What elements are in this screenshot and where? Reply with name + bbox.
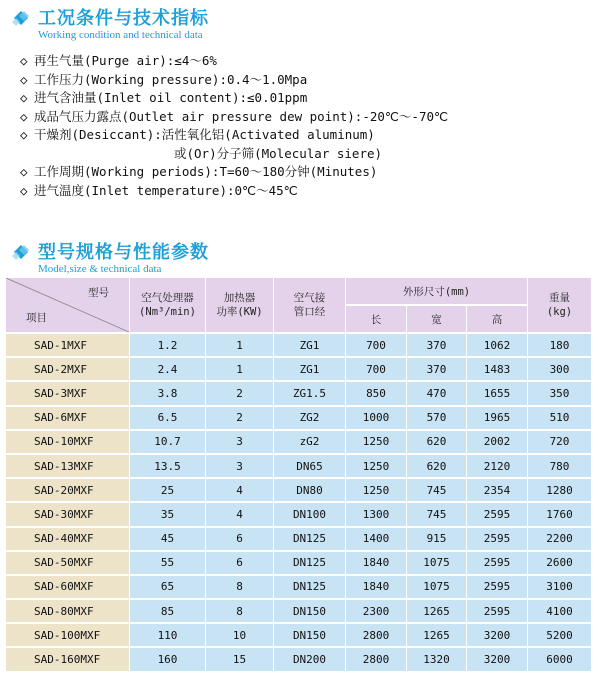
spec-item: ◇ 工作压力(Working pressure):0.4～1.0Mpa (20, 71, 590, 90)
cell-air-port: DN200 (274, 648, 346, 672)
table-row (6, 382, 592, 406)
diamond-bullet-icon (10, 7, 32, 29)
cell-height: 2595 (467, 600, 528, 624)
cell-weight: 2200 (528, 528, 592, 552)
cell-heater-power: 2 (206, 382, 274, 406)
cell-height: 2595 (467, 528, 528, 552)
table-row (6, 600, 592, 624)
cell-width: 570 (407, 407, 467, 431)
cell-length: 1400 (346, 528, 407, 552)
cell-model: SAD-40MXF (6, 528, 130, 552)
header-model-item (6, 278, 130, 334)
cell-heater-power: 1 (206, 334, 274, 358)
cell-width: 620 (407, 455, 467, 479)
cell-heater-power: 6 (206, 528, 274, 552)
cell-width: 1075 (407, 576, 467, 600)
cell-length: 2300 (346, 600, 407, 624)
spec-item: ◇ 进气含油量(Inlet oil content):≤0.01ppm (20, 89, 590, 108)
cell-air-port: DN150 (274, 624, 346, 648)
table-row (6, 358, 592, 382)
cell-air-port: DN125 (274, 576, 346, 600)
cell-air-capacity: 85 (130, 600, 206, 624)
spec-item: ◇ 工作周期(Working periods):T=60～180分钟(Minutes) (20, 163, 590, 182)
cell-heater-power: 2 (206, 407, 274, 431)
cell-length: 1000 (346, 407, 407, 431)
diamond-bullet-icon (10, 241, 32, 263)
table-row (6, 479, 592, 503)
cell-model: SAD-3MXF (6, 382, 130, 406)
spec-item: ◇ 进气温度(Inlet temperature):0℃～45℃ (20, 182, 590, 201)
hollow-diamond-icon: ◇ (20, 71, 28, 87)
cell-air-port: DN100 (274, 503, 346, 527)
cell-weight: 780 (528, 455, 592, 479)
cell-weight: 1760 (528, 503, 592, 527)
table-row (6, 503, 592, 527)
cell-model: SAD-2MXF (6, 358, 130, 382)
table-row (6, 648, 592, 672)
cell-air-capacity: 2.4 (130, 358, 206, 382)
cell-model: SAD-160MXF (6, 648, 130, 672)
cell-length: 700 (346, 334, 407, 358)
cell-length: 2800 (346, 648, 407, 672)
cell-height: 1655 (467, 382, 528, 406)
header-width: 宽 (407, 306, 467, 334)
spec-item-continuation: 或(Or)分子筛(Molecular siere) (174, 145, 383, 161)
table-row (6, 528, 592, 552)
cell-model: SAD-80MXF (6, 600, 130, 624)
cell-air-port: DN65 (274, 455, 346, 479)
cell-width: 1320 (407, 648, 467, 672)
cell-height: 3200 (467, 624, 528, 648)
cell-air-capacity: 13.5 (130, 455, 206, 479)
cell-heater-power: 10 (206, 624, 274, 648)
cell-air-capacity: 10.7 (130, 431, 206, 455)
cell-model: SAD-1MXF (6, 334, 130, 358)
cell-model: SAD-30MXF (6, 503, 130, 527)
cell-width: 470 (407, 382, 467, 406)
cell-width: 745 (407, 479, 467, 503)
cell-heater-power: 8 (206, 576, 274, 600)
cell-height: 2354 (467, 479, 528, 503)
table-row (6, 624, 592, 648)
cell-air-port: ZG1.5 (274, 382, 346, 406)
cell-model: SAD-13MXF (6, 455, 130, 479)
cell-length: 1250 (346, 455, 407, 479)
header-air-port: 空气接 管口经 (274, 278, 346, 334)
cell-air-port: ZG1 (274, 358, 346, 382)
cell-air-port: DN125 (274, 528, 346, 552)
cell-weight: 350 (528, 382, 592, 406)
cell-weight: 510 (528, 407, 592, 431)
cell-model: SAD-10MXF (6, 431, 130, 455)
cell-height: 2120 (467, 455, 528, 479)
spec-item: ◇ 再生气量(Purge air):≤4～6% (20, 52, 590, 71)
table-body (6, 334, 592, 673)
table-row (6, 334, 592, 358)
cell-weight: 4100 (528, 600, 592, 624)
cell-length: 1250 (346, 479, 407, 503)
header-dimensions: 外形尺寸(mm) (346, 278, 528, 306)
cell-air-capacity: 45 (130, 528, 206, 552)
section-title: 工况条件与技术指标 (38, 8, 209, 29)
model-spec-table (6, 278, 592, 673)
cell-heater-power: 1 (206, 358, 274, 382)
cell-model: SAD-6MXF (6, 407, 130, 431)
diagonal-divider (6, 278, 129, 332)
spec-item: ◇ 干燥剂(Desiccant):活性氧化铝(Activated aluminum) (20, 126, 590, 145)
hollow-diamond-icon: ◇ (20, 90, 28, 105)
cell-heater-power: 4 (206, 479, 274, 503)
cell-heater-power: 3 (206, 431, 274, 455)
header-air-capacity: 空气处理器 (Nm³/min) (130, 278, 206, 334)
cell-weight: 300 (528, 358, 592, 382)
cell-air-port: ZG2 (274, 407, 346, 431)
cell-weight: 3100 (528, 576, 592, 600)
spec-item: ◇ 成品气压力露点(Outlet air pressure dew point):-20℃～-70℃ (20, 108, 590, 127)
cell-air-capacity: 55 (130, 552, 206, 576)
cell-model: SAD-50MXF (6, 552, 130, 576)
cell-air-capacity: 110 (130, 624, 206, 648)
cell-width: 370 (407, 358, 467, 382)
cell-heater-power: 8 (206, 600, 274, 624)
cell-length: 850 (346, 382, 407, 406)
cell-length: 700 (346, 358, 407, 382)
cell-heater-power: 6 (206, 552, 274, 576)
cell-weight: 5200 (528, 624, 592, 648)
cell-air-capacity: 6.5 (130, 407, 206, 431)
spec-list (20, 52, 590, 200)
cell-length: 1300 (346, 503, 407, 527)
cell-air-port: DN150 (274, 600, 346, 624)
cell-air-capacity: 1.2 (130, 334, 206, 358)
cell-air-port: ZG1 (274, 334, 346, 358)
cell-air-capacity: 65 (130, 576, 206, 600)
cell-model: SAD-100MXF (6, 624, 130, 648)
hollow-diamond-icon: ◇ (20, 127, 28, 142)
cell-weight: 2600 (528, 552, 592, 576)
cell-width: 370 (407, 334, 467, 358)
cell-height: 3200 (467, 648, 528, 672)
cell-height: 2595 (467, 503, 528, 527)
cell-width: 620 (407, 431, 467, 455)
cell-air-capacity: 3.8 (130, 382, 206, 406)
cell-length: 1840 (346, 552, 407, 576)
section-title: 型号规格与性能参数 (38, 242, 209, 263)
section-subtitle: Working condition and technical data (38, 29, 203, 41)
hollow-diamond-icon: ◇ (20, 53, 28, 68)
section-subtitle: Model,size & technical data (38, 263, 162, 275)
cell-height: 2002 (467, 431, 528, 455)
cell-heater-power: 4 (206, 503, 274, 527)
header-length: 长 (346, 306, 407, 334)
cell-heater-power: 15 (206, 648, 274, 672)
cell-width: 1075 (407, 552, 467, 576)
cell-model: SAD-60MXF (6, 576, 130, 600)
cell-height: 2595 (467, 576, 528, 600)
cell-height: 1062 (467, 334, 528, 358)
table-row (6, 552, 592, 576)
cell-air-capacity: 160 (130, 648, 206, 672)
header-weight: 重量 (kg) (528, 278, 592, 334)
cell-weight: 1280 (528, 479, 592, 503)
cell-length: 2800 (346, 624, 407, 648)
cell-height: 1483 (467, 358, 528, 382)
cell-air-port: DN125 (274, 552, 346, 576)
cell-air-port: DN80 (274, 479, 346, 503)
header-heater-power: 加热器 功率(KW) (206, 278, 274, 334)
table-row (6, 576, 592, 600)
cell-heater-power: 3 (206, 455, 274, 479)
cell-width: 915 (407, 528, 467, 552)
cell-height: 2595 (467, 552, 528, 576)
cell-weight: 720 (528, 431, 592, 455)
cell-model: SAD-20MXF (6, 479, 130, 503)
hollow-diamond-icon: ◇ (20, 108, 28, 124)
cell-length: 1840 (346, 576, 407, 600)
cell-weight: 180 (528, 334, 592, 358)
table-row (6, 407, 592, 431)
header-model-label: 型号 (88, 287, 109, 299)
cell-width: 1265 (407, 624, 467, 648)
cell-weight: 6000 (528, 648, 592, 672)
cell-width: 745 (407, 503, 467, 527)
table-row (6, 455, 592, 479)
cell-length: 1250 (346, 431, 407, 455)
hollow-diamond-icon: ◇ (20, 164, 28, 179)
header-height: 高 (467, 306, 528, 334)
cell-air-port: zG2 (274, 431, 346, 455)
cell-height: 1965 (467, 407, 528, 431)
cell-air-capacity: 25 (130, 479, 206, 503)
table-row (6, 431, 592, 455)
cell-width: 1265 (407, 600, 467, 624)
hollow-diamond-icon: ◇ (20, 182, 28, 198)
cell-air-capacity: 35 (130, 503, 206, 527)
header-item-label: 项目 (26, 312, 47, 324)
